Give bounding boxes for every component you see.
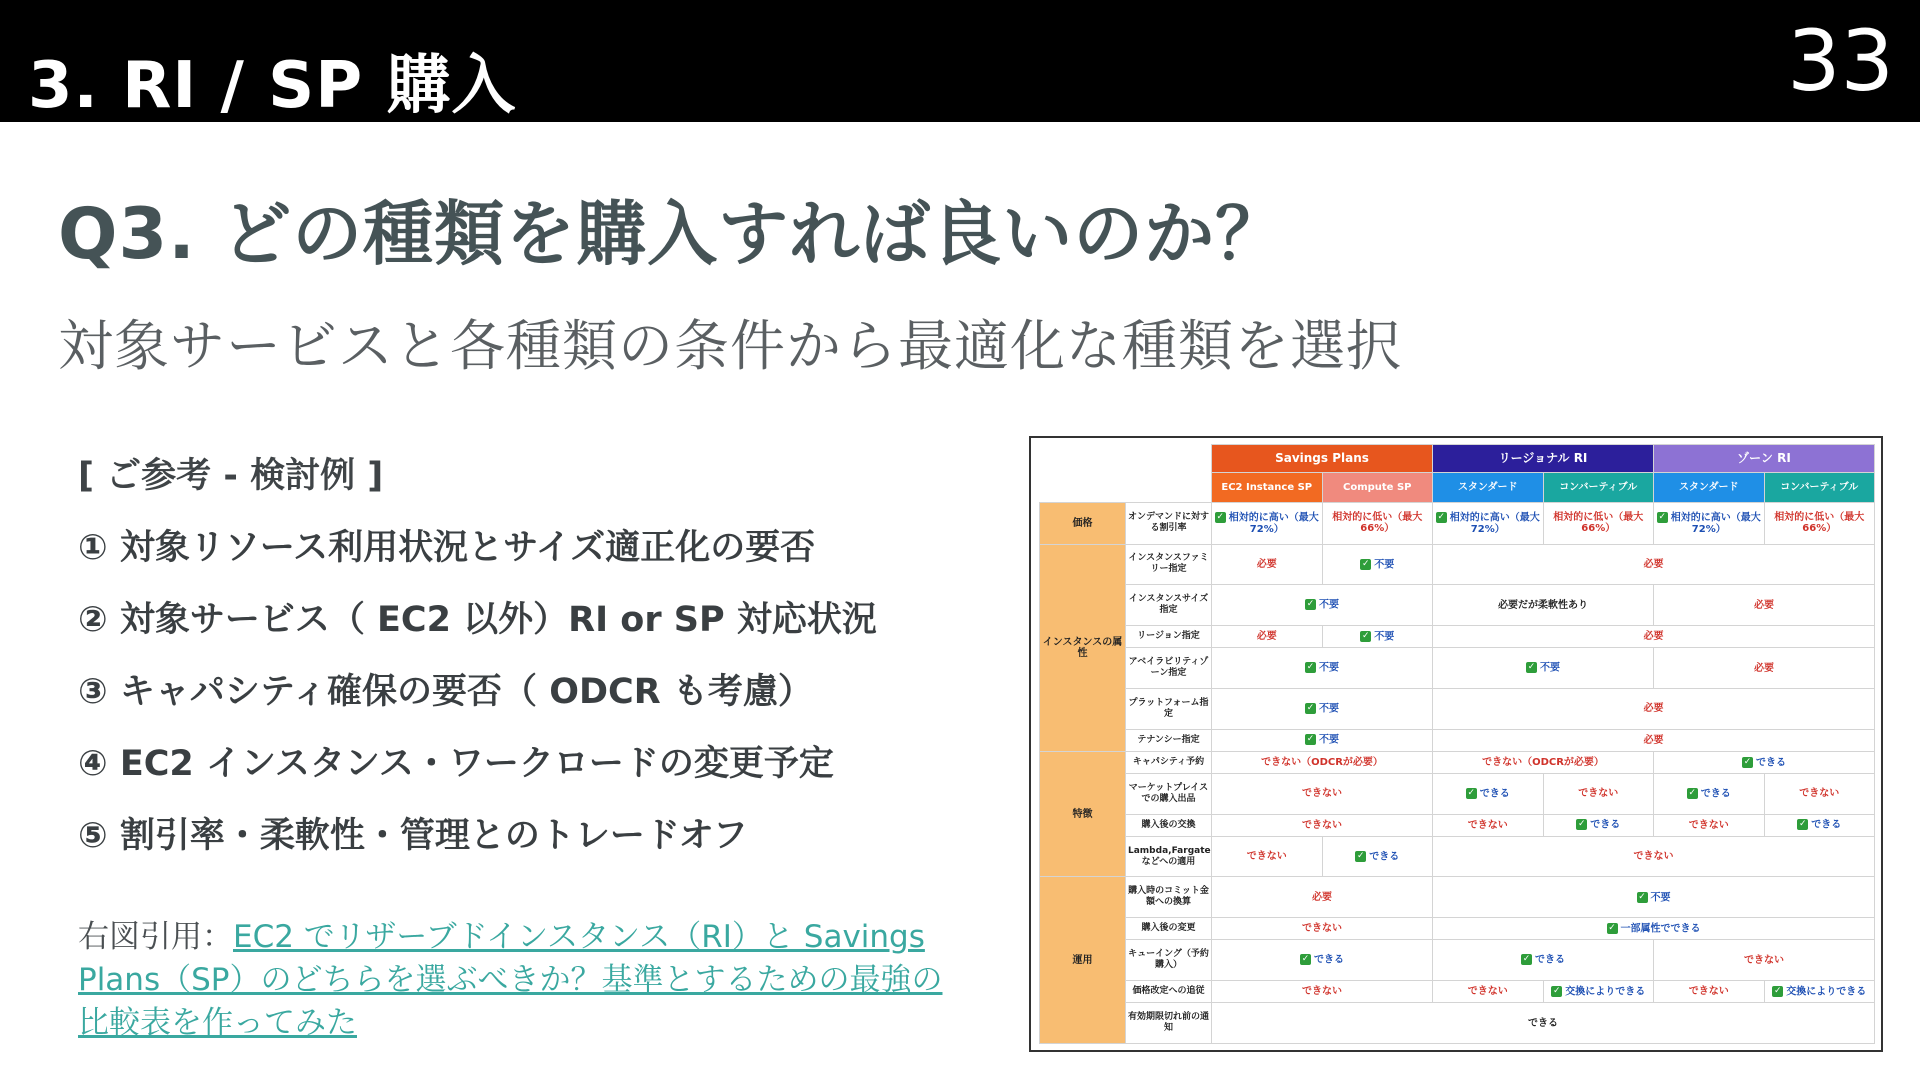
check-icon: ✓ bbox=[1522, 954, 1531, 965]
table-cell: できない bbox=[1543, 773, 1654, 814]
reference-heading: [ ご参考 - 検討例 ] bbox=[78, 456, 384, 496]
comparison-table bbox=[1039, 444, 1875, 1044]
cell-value: 相対的に高い（最大72%） bbox=[1449, 512, 1540, 535]
table-cell: 必要 bbox=[1433, 544, 1875, 585]
table-cell bbox=[1433, 918, 1875, 940]
cell-value: できる bbox=[1700, 788, 1731, 800]
table-cell: 必要だが柔軟性あり bbox=[1433, 585, 1654, 626]
cell-value: できる bbox=[1479, 788, 1510, 800]
category-features: 特徴 bbox=[1040, 751, 1126, 877]
check-icon: ✓ bbox=[1306, 662, 1315, 673]
subheader-zonal-standard: スタンダード bbox=[1654, 473, 1765, 503]
check-icon: ✓ bbox=[1688, 787, 1697, 798]
table-cell bbox=[1212, 940, 1433, 981]
table-cell: できない bbox=[1212, 980, 1433, 1002]
check-icon: ✓ bbox=[1608, 922, 1616, 933]
group-header-regional-ri: リージョナル RI bbox=[1433, 445, 1654, 473]
row-label-family: インスタンスファミリー指定 bbox=[1126, 544, 1212, 585]
row-label-size: インスタンスサイズ指定 bbox=[1126, 585, 1212, 626]
subheader-regional-convertible: コンバーティブル bbox=[1543, 473, 1654, 503]
check-icon: ✓ bbox=[1577, 819, 1586, 830]
table-cell: できない（ODCRが必要） bbox=[1433, 751, 1654, 773]
cell-value: できる bbox=[1811, 819, 1842, 831]
row-label-marketplace: マーケットプレイスでの購入出品 bbox=[1126, 773, 1212, 814]
table-cell: できない bbox=[1654, 980, 1765, 1002]
table-cell: できない bbox=[1433, 836, 1875, 877]
table-cell: できない bbox=[1654, 940, 1875, 981]
table-cell bbox=[1433, 773, 1544, 814]
cell-value: 相対的に高い（最大72%） bbox=[1670, 512, 1761, 535]
table-cell bbox=[1322, 544, 1433, 585]
check-icon: ✓ bbox=[1638, 891, 1646, 902]
cell-value: できる bbox=[1314, 954, 1344, 966]
check-icon: ✓ bbox=[1361, 558, 1370, 569]
group-header-savings-plans: Savings Plans bbox=[1212, 445, 1433, 473]
table-cell: できる bbox=[1212, 1003, 1875, 1044]
reference-item: ② 対象サービス（ EC2 以外）RI or SP 対応状況 bbox=[78, 600, 877, 640]
cell-value: できる bbox=[1369, 851, 1400, 863]
cell-value: 不要 bbox=[1374, 559, 1395, 571]
subtitle: 対象サービスと各種類の条件から最適化な種類を選択 bbox=[58, 314, 1403, 378]
cell-value: 交換によりできる bbox=[1786, 986, 1867, 998]
row-label-az: アベイラビリティゾーン指定 bbox=[1126, 648, 1212, 689]
cell-value: できる bbox=[1590, 819, 1621, 831]
table-cell: 必要 bbox=[1433, 626, 1875, 648]
cell-value: 交換によりできる bbox=[1565, 986, 1646, 998]
table-cell: できない bbox=[1433, 814, 1544, 836]
table-cell bbox=[1322, 626, 1433, 648]
row-label-capacity: キャパシティ予約 bbox=[1126, 751, 1212, 773]
table-cell: できない bbox=[1212, 836, 1323, 877]
row-label-tenancy: テナンシー指定 bbox=[1126, 729, 1212, 751]
check-icon: ✓ bbox=[1306, 734, 1315, 745]
table-cell bbox=[1654, 503, 1765, 545]
check-icon: ✓ bbox=[1527, 662, 1536, 673]
table-cell: 相対的に低い（最大66%） bbox=[1322, 503, 1433, 545]
cell-value: できる bbox=[1756, 757, 1786, 769]
row-label-commit: 購入時のコミット金額への換算 bbox=[1126, 877, 1212, 918]
check-icon: ✓ bbox=[1658, 512, 1667, 523]
table-cell bbox=[1764, 980, 1875, 1002]
table-cell: できない bbox=[1433, 980, 1544, 1002]
table-cell bbox=[1654, 751, 1875, 773]
row-label-price-revision: 価格改定への追従 bbox=[1126, 980, 1212, 1002]
table-cell bbox=[1764, 814, 1875, 836]
check-icon: ✓ bbox=[1361, 630, 1370, 641]
check-icon: ✓ bbox=[1743, 756, 1752, 767]
table-cell bbox=[1212, 503, 1323, 545]
table-cell bbox=[1322, 836, 1433, 877]
table-cell bbox=[1212, 729, 1433, 751]
page-number: 33 bbox=[1787, 12, 1894, 110]
row-label-expiry-notice: 有効期限切れ前の通知 bbox=[1126, 1003, 1212, 1044]
row-label-discount: オンデマンドに対する割引率 bbox=[1126, 503, 1212, 545]
cell-value: 相対的に高い（最大72%） bbox=[1228, 512, 1319, 535]
table-cell: できない bbox=[1212, 814, 1433, 836]
row-label-region: リージョン指定 bbox=[1126, 626, 1212, 648]
reference-item: ① 対象リソース利用状況とサイズ適正化の要否 bbox=[78, 528, 816, 568]
subheader-ec2-instance-sp: EC2 Instance SP bbox=[1212, 473, 1323, 503]
table-cell: できない（ODCRが必要） bbox=[1212, 751, 1433, 773]
table-cell: 必要 bbox=[1212, 544, 1323, 585]
check-icon: ✓ bbox=[1798, 819, 1807, 830]
table-corner bbox=[1040, 445, 1212, 503]
row-label-modify: 購入後の変更 bbox=[1126, 918, 1212, 940]
row-label-exchange: 購入後の交換 bbox=[1126, 814, 1212, 836]
cell-value: 不要 bbox=[1374, 631, 1395, 643]
table-cell: 必要 bbox=[1433, 688, 1875, 729]
table-cell bbox=[1433, 648, 1654, 689]
check-icon: ✓ bbox=[1301, 954, 1310, 965]
table-cell: 相対的に低い（最大66%） bbox=[1543, 503, 1654, 545]
table-cell bbox=[1433, 877, 1875, 918]
table-cell bbox=[1433, 940, 1654, 981]
check-icon: ✓ bbox=[1216, 512, 1225, 523]
cell-value: 一部属性でできる bbox=[1620, 923, 1701, 935]
section-title: 3. RI / SP 購入 bbox=[28, 49, 517, 123]
cell-value: 不要 bbox=[1319, 662, 1339, 674]
subheader-compute-sp: Compute SP bbox=[1322, 473, 1433, 503]
table-cell: できない bbox=[1212, 918, 1433, 940]
table-cell bbox=[1212, 585, 1433, 626]
reference-item: ⑤ 割引率・柔軟性・管理とのトレードオフ bbox=[78, 816, 748, 856]
subheader-regional-standard: スタンダード bbox=[1433, 473, 1544, 503]
check-icon: ✓ bbox=[1467, 787, 1476, 798]
cell-value: 不要 bbox=[1540, 662, 1560, 674]
table-cell bbox=[1433, 503, 1544, 545]
table-cell bbox=[1212, 648, 1433, 689]
cell-value: 不要 bbox=[1319, 703, 1339, 715]
table-cell: できない bbox=[1212, 773, 1433, 814]
row-label-lambda: Lambda,Fargateなどへの適用 bbox=[1126, 836, 1212, 877]
question-heading: Q3. どの種類を購入すれば良いのか？ bbox=[58, 193, 1287, 275]
table-cell: できない bbox=[1654, 814, 1765, 836]
check-icon: ✓ bbox=[1306, 703, 1315, 713]
reference-item: ③ キャパシティ確保の要否（ ODCR も考慮） bbox=[78, 672, 813, 712]
category-operations: 運用 bbox=[1040, 877, 1126, 1044]
citation-prefix: 右図引用： bbox=[78, 919, 233, 955]
slide-header bbox=[0, 0, 1920, 122]
table-cell bbox=[1212, 688, 1433, 729]
category-instance-attributes: インスタンスの属性 bbox=[1040, 544, 1126, 751]
table-cell bbox=[1543, 814, 1654, 836]
table-cell: 相対的に低い（最大66%） bbox=[1764, 503, 1875, 545]
check-icon: ✓ bbox=[1306, 599, 1315, 610]
cell-value: できる bbox=[1535, 954, 1565, 966]
subheader-zonal-convertible: コンバーティブル bbox=[1764, 473, 1875, 503]
cell-value: 不要 bbox=[1319, 734, 1339, 746]
comparison-table-image bbox=[1029, 436, 1883, 1052]
table-cell bbox=[1654, 773, 1765, 814]
table-cell: 必要 bbox=[1212, 626, 1323, 648]
row-label-platform: プラットフォーム指定 bbox=[1126, 688, 1212, 729]
citation bbox=[78, 916, 958, 1045]
category-price: 価格 bbox=[1040, 503, 1126, 545]
check-icon: ✓ bbox=[1773, 985, 1782, 996]
reference-item: ④ EC2 インスタンス・ワークロードの変更予定 bbox=[78, 744, 834, 784]
table-cell: 必要 bbox=[1654, 585, 1875, 626]
table-cell: 必要 bbox=[1433, 729, 1875, 751]
table-cell bbox=[1543, 980, 1654, 1002]
check-icon: ✓ bbox=[1356, 850, 1365, 861]
table-cell: できない bbox=[1764, 773, 1875, 814]
citation-link[interactable]: EC2 でリザーブドインスタンス（RI）と Savings Plans（SP）のどちらを選ぶべきか？基準とするための最強の比較表を作ってみた bbox=[78, 919, 943, 1041]
reference-list bbox=[78, 448, 877, 880]
cell-value: 不要 bbox=[1650, 892, 1671, 904]
table-cell: 必要 bbox=[1654, 648, 1875, 689]
check-icon: ✓ bbox=[1552, 985, 1561, 996]
check-icon: ✓ bbox=[1437, 512, 1446, 523]
table-cell: 必要 bbox=[1212, 877, 1433, 918]
row-label-queuing: キューイング（予約購入） bbox=[1126, 940, 1212, 981]
cell-value: 不要 bbox=[1319, 599, 1339, 611]
group-header-zonal-ri: ゾーン RI bbox=[1654, 445, 1875, 473]
